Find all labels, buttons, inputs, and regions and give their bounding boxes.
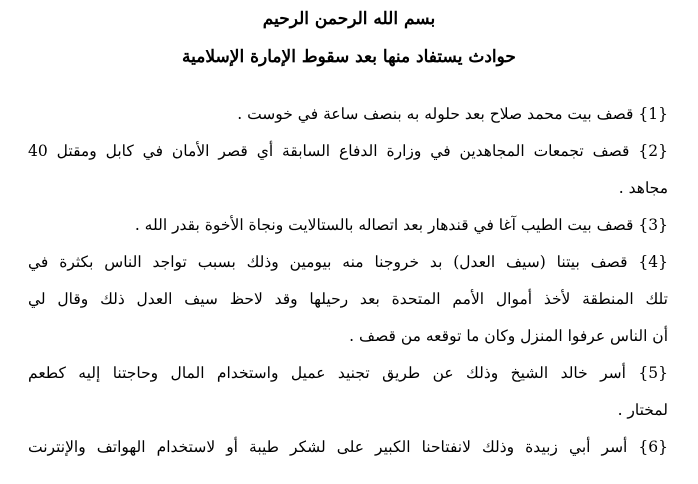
- text-line: {1} قصف بيت محمد صلاح بعد حلوله به بنصف ساعة في خوست .: [237, 105, 668, 123]
- text-line: {5} أسر خالد الشيخ وذلك عن طريق تجنيد عميل واستخدام المال وحاجتنا إليه كطعم: [28, 364, 668, 382]
- text-line: {2} قصف تجمعات المجاهدين في وزارة الدفاع السابقة أي قصر الأمان في كابل ومقتل 40: [28, 142, 668, 160]
- text-line: مجاهد .: [618, 179, 668, 197]
- text-line: لمختار .: [617, 401, 668, 419]
- basmala-heading: بسم الله الرحمن الرحيم: [262, 9, 436, 29]
- text-line: أن الناس عرفوا المنزل وكان ما توقعه من قصف .: [349, 327, 668, 345]
- text-line: تلك المنطقة لأخذ أموال الأمم المتحدة بعد رحيلها وقد لاحظ سيف العدل ذلك وقال لي: [28, 290, 668, 308]
- text-line: {4} قصف بيتنا (سيف العدل) بد خروجنا منه بيومين وذلك بسبب تواجد الناس بكثرة في: [28, 253, 668, 271]
- document-title: حوادث يستفاد منها بعد سقوط الإمارة الإسلامية: [182, 47, 516, 67]
- text-line: {6} أسر أبي زبيدة وذلك لانفتاحنا الكبير على لشكر طيبة أو لاستخدام الهواتف والإنترنت: [28, 438, 668, 456]
- document-body: [28, 96, 668, 466]
- text-line: {3} قصف بيت الطيب آغا في قندهار بعد اتصاله بالستالايت ونجاة الأخوة بقدر الله .: [134, 216, 668, 234]
